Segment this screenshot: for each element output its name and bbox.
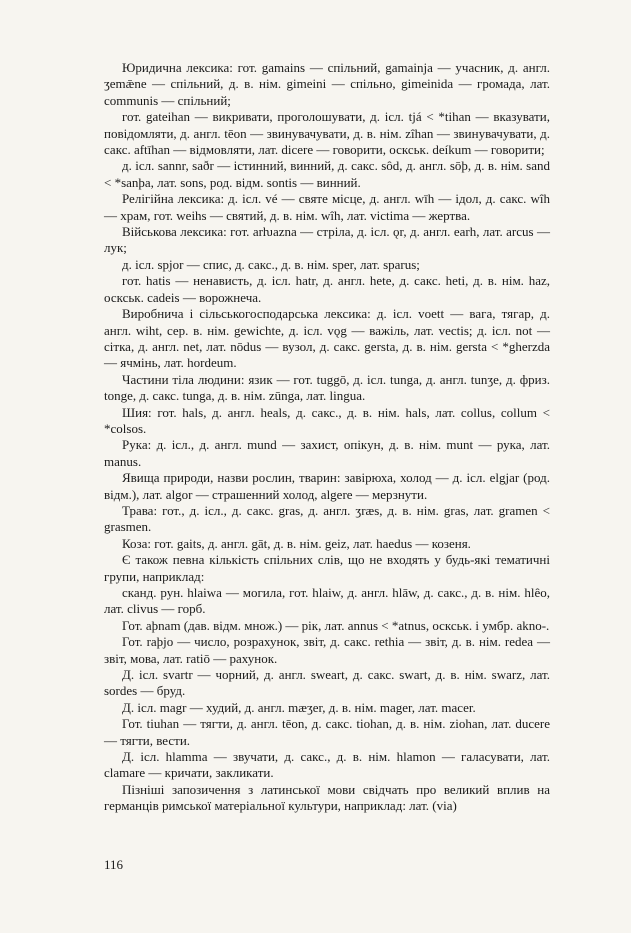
paragraph-rathjo: Гот. raþjo — число, розрахунок, звіт, д. сакс. rethia — звіт, д. в. нім. redea — звіт, мова, лат. ratiō — рахунок. bbox=[104, 634, 550, 666]
paragraph-sannr: д. ісл. sannr, saðr — істинний, винний, д. сакс. sôd, д. англ. sōþ, д. в. нім. sand < *sanþa, лат. sons, род. відм. sontis — винний. bbox=[104, 158, 550, 190]
paragraph-goat: Коза: гот. gaits, д. англ. gāt, д. в. нім. geiz, лат. haedus — козеня. bbox=[122, 535, 471, 551]
paragraph-svartr: Д. ісл. svartr — чорний, д. англ. sweart, д. сакс. swart, д. в. нім. swarz, лат. sordes — бруд. bbox=[104, 667, 550, 699]
paragraph-religious-lexicon: Релігійна лексика: д. ісл. vé — святе місце, д. англ. wīh — ідол, д. сакс. wîh — храм, гот. weihs — святий, д. в. нім. wîh, лат. victima — жертва. bbox=[104, 191, 550, 223]
paragraph-gateihan: гот. gateihan — викривати, проголошувати, д. ісл. tjá < *tihan — вказувати, повідомляти, д. англ. tēon — звинувачувати, д. в. нім. zîhan — звинувачувати, д. сакс. aftīhan — відмовляти, лат. dicere — говорити, оскськ. deíkum — говорити; bbox=[104, 109, 550, 158]
paragraph-hatis: гот. hatis — ненависть, д. ісл. hatr, д. англ. hete, д. сакс. heti, д. в. нім. haz, оскськ. cadeis — ворожнеча. bbox=[104, 273, 550, 305]
paragraph-common-words: Є також певна кількість спільних слів, що не входять у будь-які тематичні групи, наприклад: bbox=[104, 552, 550, 584]
page-number: 116 bbox=[104, 857, 124, 872]
paragraph-tiuhan: Гот. tiuhan — тягти, д. англ. tēon, д. сакс. tiohan, д. в. нім. ziohan, лат. ducere — тягти, вести. bbox=[104, 716, 550, 748]
paragraph-hand: Рука: д. ісл., д. англ. mund — захист, опікун, д. в. нім. munt — рука, лат. manus. bbox=[104, 437, 550, 469]
page-body bbox=[104, 60, 550, 815]
paragraph-magr: Д. ісл. magr — худий, д. англ. mæʒer, д. в. нім. mager, лат. macer. bbox=[122, 699, 476, 715]
paragraph-production-lexicon: Виробнича і сільськогосподарська лексика: д. ісл. voett — вага, тягар, д. англ. wiht, сер. в. нім. gewichte, д. ісл. vǫg — важіль, лат. vectis; д. ісл. not — сітка, д. англ. net, лат. nōdus — вузол, д. сакс. gersta, д. в. нім. gersta < *gherzda — ячмінь, лат. hordeum. bbox=[104, 306, 550, 371]
paragraph-military-lexicon: Військова лексика: гот. arƕazna — стріла, д. ісл. ǫr, д. англ. earh, лат. arcus — лук; bbox=[104, 224, 550, 256]
paragraph-legal-lexicon: Юридична лексика: гот. gamains — спільний, gamainja — учасник, д. англ. ʒemǣne — спільний, д. в. нім. gimeini — спільно, gimeinida — громада, лат. communis — спільний; bbox=[104, 60, 550, 108]
paragraph-neck: Шия: гот. hals, д. англ. heals, д. сакс., д. в. нім. hals, лат. collus, collum < *colsos. bbox=[104, 404, 550, 436]
paragraph-latin-borrowings: Пізніші запозичення з латинської мови свідчать про великий вплив на германців римської матеріальної культури, наприклад: лат. (via) bbox=[104, 781, 550, 814]
paragraph-hlaiwa: сканд. рун. hlaiwa — могила, гот. hlaiw, д. англ. hlāw, д. сакс., д. в. нім. hlêo, лат. clivus — горб. bbox=[104, 585, 550, 617]
paragraph-athnam: Гот. aþnam (дав. відм. множ.) — рік, лат. annus < *atnus, оскськ. і умбр. akno-. bbox=[122, 617, 550, 633]
paragraph-hlamma: Д. ісл. hlamma — звучати, д. сакс., д. в. нім. hlamon — галасувати, лат. clamare — кричати, закликати. bbox=[104, 749, 550, 781]
paragraph-body-parts: Частини тіла людини: язик — гот. tuggō, д. ісл. tunga, д. англ. tunʒe, д. фриз. tonge, д. сакс. tunga, д. в. нім. zūnga, лат. lingua. bbox=[104, 371, 550, 404]
paragraph-grass: Трава: гот., д. ісл., д. сакс. gras, д. англ. ʒræs, д. в. нім. gras, лат. gramen < grasmen. bbox=[104, 502, 550, 535]
paragraph-nature: Явища природи, назви рослин, тварин: завірюха, холод — д. ісл. elgjar (род. відм.), лат. algor — страшенний холод, algere — мерзнути. bbox=[104, 470, 550, 502]
paragraph-spjor: д. ісл. spjor — спис, д. сакс., д. в. нім. sper, лат. sparus; bbox=[122, 256, 420, 272]
